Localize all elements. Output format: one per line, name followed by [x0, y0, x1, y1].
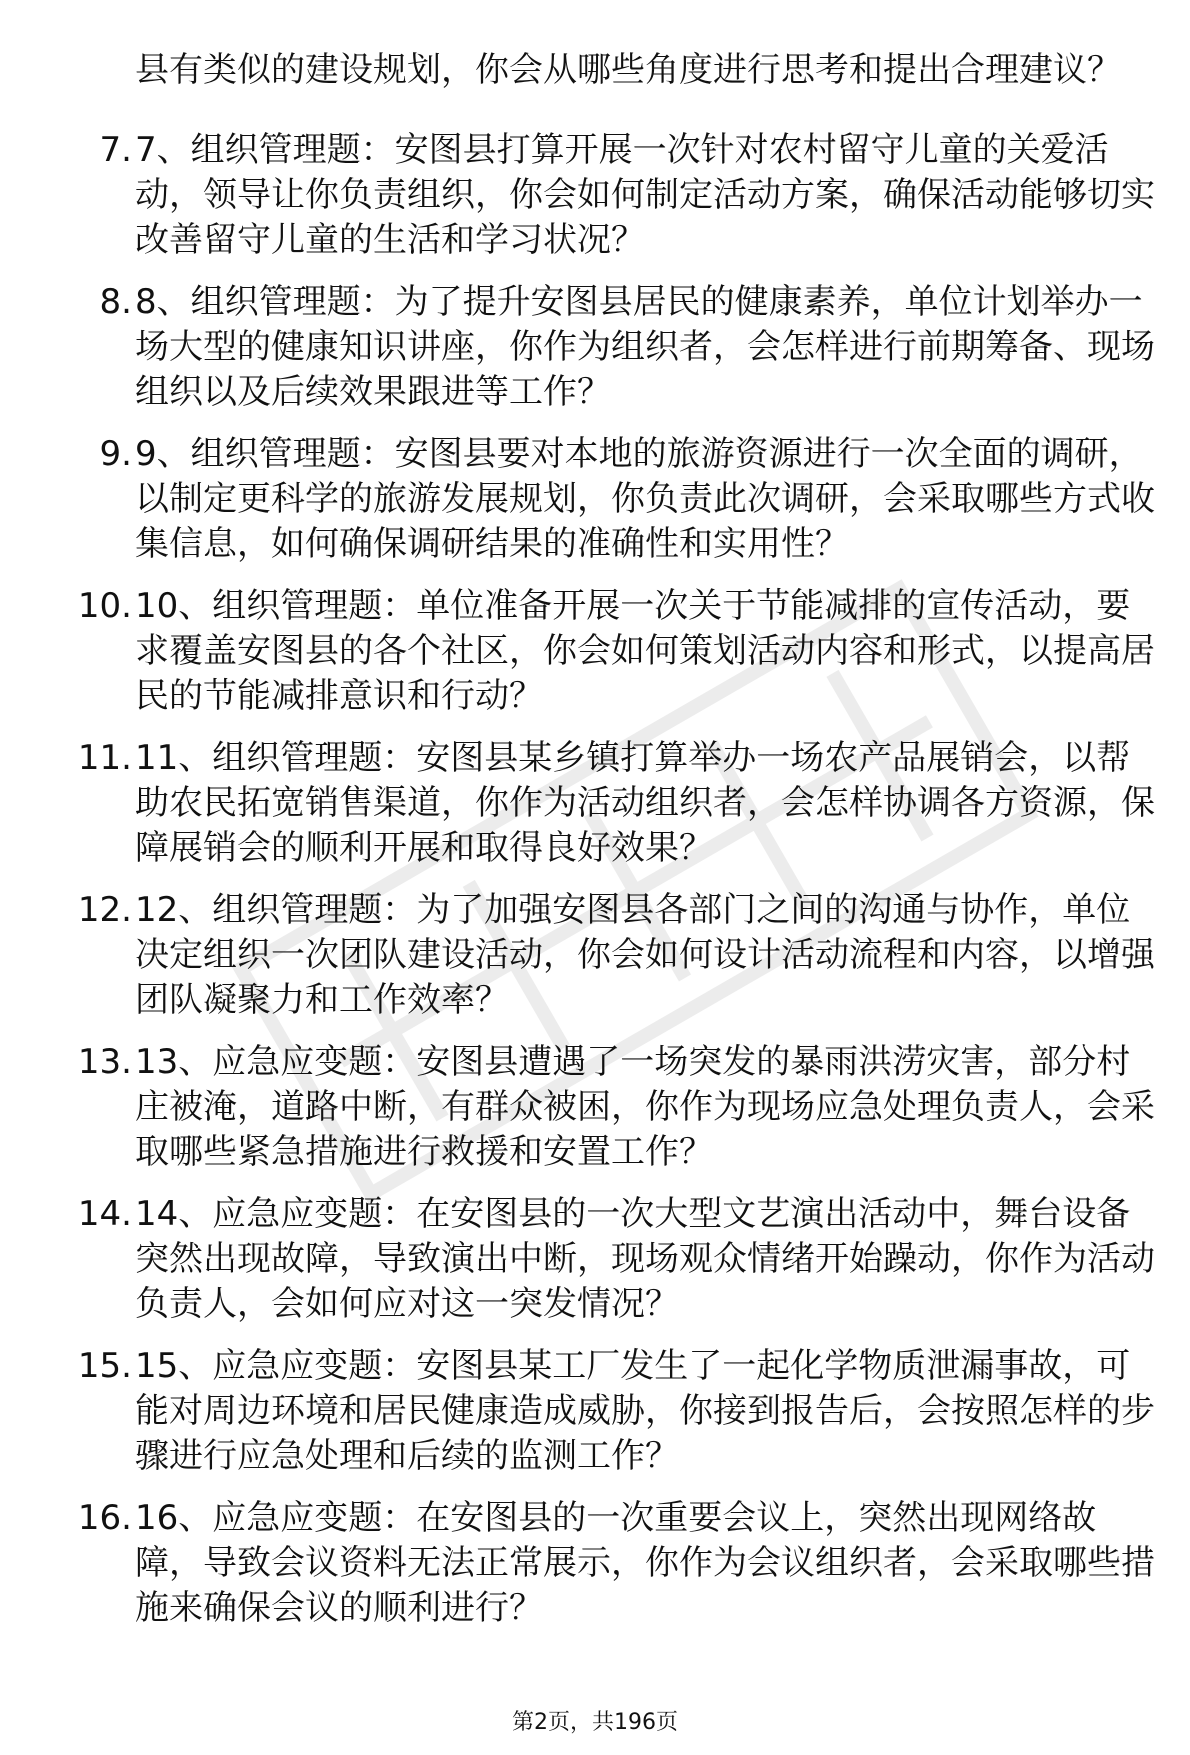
- question-item: [0, 1496, 1190, 1648]
- question-number: 15.: [77, 1346, 132, 1386]
- question-number: 10.: [77, 586, 132, 626]
- question-item: [0, 128, 1190, 280]
- question-number: 11.: [77, 738, 132, 778]
- question-text: 7、组织管理题：安图县打算开展一次针对农村留守儿童的关爱活动，领导让你负责组织，你会如何制定活动方案，确保活动能够切实改善留守儿童的生活和学习状况？: [135, 130, 1155, 260]
- question-text: 9、组织管理题：安图县要对本地的旅游资源进行一次全面的调研，以制定更科学的旅游发展规划，你负责此次调研，会采取哪些方式收集信息，如何确保调研结果的准确性和实用性？: [135, 434, 1155, 564]
- page-footer: 第2页，共196页: [512, 1710, 678, 1735]
- question-text: 10、组织管理题：单位准备开展一次关于节能减排的宣传活动，要求覆盖安图县的各个社区，你会如何策划活动内容和形式，以提高居民的节能减排意识和行动？: [135, 586, 1155, 716]
- question-text: 11、组织管理题：安图县某乡镇打算举办一场农产品展销会，以帮助农民拓宽销售渠道，你作为活动组织者，会怎样协调各方资源，保障展销会的顺利开展和取得良好效果？: [135, 738, 1155, 868]
- question-number: 13.: [77, 1042, 132, 1082]
- question-item: [0, 280, 1190, 432]
- question-item: [0, 584, 1190, 736]
- question-list: [0, 128, 1190, 1648]
- question-text: 13、应急应变题：安图县遭遇了一场突发的暴雨洪涝灾害，部分村庄被淹，道路中断，有群众被困，你作为现场应急处理负责人，会采取哪些紧急措施进行救援和安置工作？: [135, 1042, 1155, 1172]
- question-number: 14.: [77, 1194, 132, 1234]
- question-text: 14、应急应变题：在安图县的一次大型文艺演出活动中，舞台设备突然出现故障，导致演出中断，现场观众情绪开始躁动，你作为活动负责人，会如何应对这一突发情况？: [135, 1194, 1155, 1324]
- question-number: 8.: [99, 282, 132, 322]
- question-number: 16.: [77, 1498, 132, 1538]
- question-text: 8、组织管理题：为了提升安图县居民的健康素养，单位计划举办一场大型的健康知识讲座，你作为组织者，会怎样进行前期筹备、现场组织以及后续效果跟进等工作？: [135, 282, 1155, 412]
- question-item: [0, 432, 1190, 584]
- question-number: 9.: [99, 434, 132, 474]
- continuation-text: 县有类似的建设规划，你会从哪些角度进行思考和提出合理建议？: [135, 50, 1121, 90]
- question-item: [0, 888, 1190, 1040]
- question-item: [0, 1040, 1190, 1192]
- question-number: 12.: [77, 890, 132, 930]
- question-item: [0, 736, 1190, 888]
- question-item: [0, 1344, 1190, 1496]
- question-text: 12、组织管理题：为了加强安图县各部门之间的沟通与协作，单位决定组织一次团队建设活动，你会如何设计活动流程和内容，以增强团队凝聚力和工作效率？: [135, 890, 1155, 1020]
- question-number: 7.: [99, 130, 132, 170]
- question-item: [0, 1192, 1190, 1344]
- question-text: 16、应急应变题：在安图县的一次重要会议上，突然出现网络故障，导致会议资料无法正常展示，你作为会议组织者，会采取哪些措施来确保会议的顺利进行？: [135, 1498, 1155, 1628]
- question-text: 15、应急应变题：安图县某工厂发生了一起化学物质泄漏事故，可能对周边环境和居民健康造成威胁，你接到报告后，会按照怎样的步骤进行应急处理和后续的监测工作？: [135, 1346, 1155, 1476]
